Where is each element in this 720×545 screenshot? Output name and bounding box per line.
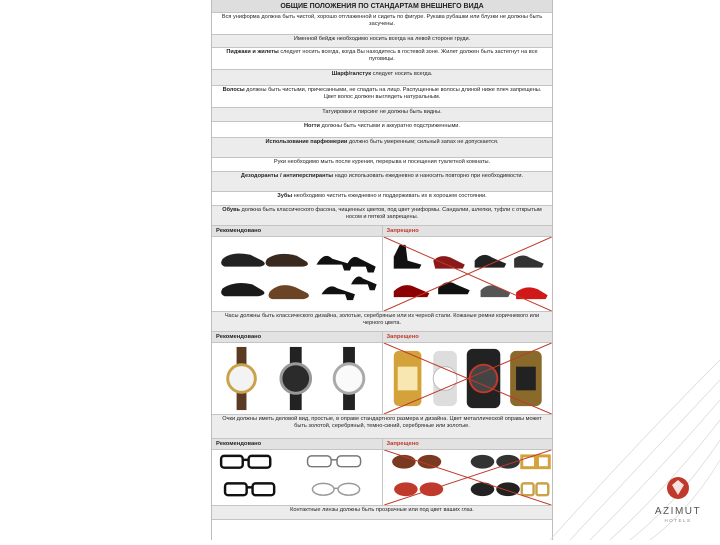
recommended-glasses-icon bbox=[212, 450, 382, 505]
glasses-recommended-panel bbox=[212, 450, 382, 505]
brand-logo bbox=[648, 470, 718, 540]
glasses-forbidden-panel bbox=[382, 450, 553, 505]
rule-shoes bbox=[212, 206, 552, 226]
rule-text: необходимо чистить ежедневно и поддерживать их в хорошем состоянии. bbox=[292, 193, 487, 199]
rule-text: должны быть чистыми, причесанными, не спадать на лицо. Распущенные волосы длиной ниже плеч запрещены. Цвет волос должен выглядеть натуральным. bbox=[244, 87, 542, 100]
rule-text: должно быть умеренным; сильный запах не допускается. bbox=[347, 139, 499, 145]
rule-bold: Зубы bbox=[277, 193, 293, 199]
watches-forbidden-label: Запрещено bbox=[382, 332, 553, 342]
forbidden-shoes-icon bbox=[383, 237, 553, 311]
rule-teeth bbox=[212, 192, 552, 206]
watches-recommended-label: Рекомендовано bbox=[212, 332, 382, 342]
document-title: ОБЩИЕ ПОЛОЖЕНИЯ ПО СТАНДАРТАМ ВНЕШНЕГО ВИДА bbox=[212, 0, 552, 13]
rule-hair bbox=[212, 86, 552, 108]
rule-text: следует носить всегда. bbox=[371, 71, 433, 77]
rule-tattoo bbox=[212, 108, 552, 122]
rule-text: надо использовать ежедневно и наносить повторно при необходимости. bbox=[333, 173, 524, 179]
rule-glasses: Очки должны иметь деловой вид, простые, в оправе стандартного размера и дизайна. Цвет металлической оправы может быть золотой, серебряный, темно-синий, серебряные или золотые. bbox=[212, 415, 552, 439]
rule-bold: Волосы bbox=[222, 87, 245, 93]
forbidden-glasses-icon bbox=[383, 450, 553, 505]
rule-uniform bbox=[212, 13, 552, 35]
recommended-watches-icon bbox=[212, 343, 382, 414]
watches-header bbox=[212, 332, 552, 343]
rule-text: Татуировки и пирсинг не должны быть видны. bbox=[322, 109, 442, 115]
rule-text: Именной бейдж необходимо носить всегда на левой стороне груди. bbox=[293, 36, 471, 42]
rule-bold: Дезодоранты / антиперспиранты bbox=[240, 173, 334, 179]
rule-scarf bbox=[212, 70, 552, 86]
watches-pictures bbox=[212, 343, 552, 415]
shoes-forbidden-label: Запрещено bbox=[382, 226, 553, 236]
rule-text: Вся униформа должна быть чистой, хорошо отглаженной и сидеть по фигуре. Рукава рубашки или блузки не должны быть засучены. bbox=[221, 14, 543, 27]
rule-perfume bbox=[212, 138, 552, 158]
rule-watches: Часы должны быть классического дизайна, золотые, серебряные или из черной стали. Кожаные ремни коричневого или черного цвета. bbox=[212, 312, 552, 332]
watches-recommended-panel bbox=[212, 343, 382, 414]
glasses-forbidden-label: Запрещено bbox=[382, 439, 553, 449]
rule-text: Руки необходимо мыть после курения, перерыва и посещения туалетной комнаты. bbox=[273, 159, 491, 165]
rule-text: должны быть чистыми и аккуратно подстриженными. bbox=[319, 123, 460, 129]
rule-badge bbox=[212, 35, 552, 48]
watches-forbidden-panel bbox=[382, 343, 553, 414]
shoes-header bbox=[212, 226, 552, 237]
shoes-recommended-label: Рекомендовано bbox=[212, 226, 382, 236]
rule-hands bbox=[212, 158, 552, 172]
rule-deodorant bbox=[212, 172, 552, 192]
rule-bold: Ногти bbox=[304, 123, 320, 129]
glasses-pictures bbox=[212, 450, 552, 506]
rule-contact-lenses: Контактные линзы должны быть прозрачные или под цвет ваших глаз. bbox=[212, 506, 552, 520]
rule-nails bbox=[212, 122, 552, 138]
rule-text: следует носить всегда, когда Вы находитесь в гостевой зоне. Жилет должен быть застегнут на все пуговицы. bbox=[278, 49, 538, 62]
standards-document bbox=[211, 0, 553, 540]
azimut-logo-icon bbox=[648, 470, 718, 540]
rule-bold: Обувь bbox=[222, 207, 240, 213]
glasses-recommended-label: Рекомендовано bbox=[212, 439, 382, 449]
brand-sub: HOTELS bbox=[664, 518, 692, 523]
rule-bold: Использование парфюмерии bbox=[265, 139, 348, 145]
rule-jackets bbox=[212, 48, 552, 70]
shoes-recommended-panel bbox=[212, 237, 382, 311]
shoes-pictures bbox=[212, 237, 552, 312]
rule-bold: Пиджаки и жилеты bbox=[226, 49, 279, 55]
rule-bold: Шарф/галстук bbox=[331, 71, 372, 77]
glasses-header bbox=[212, 439, 552, 450]
recommended-shoes-icon bbox=[212, 237, 382, 311]
rule-text: должна быть классического фасона, чищенных цветов, под цвет униформы. Сандалии, шлепки, туфли с открытым носом и пяткой запрещены. bbox=[239, 207, 542, 220]
brand-name: AZIMUT bbox=[654, 506, 702, 517]
shoes-forbidden-panel bbox=[382, 237, 553, 311]
forbidden-watches-icon bbox=[383, 343, 553, 414]
